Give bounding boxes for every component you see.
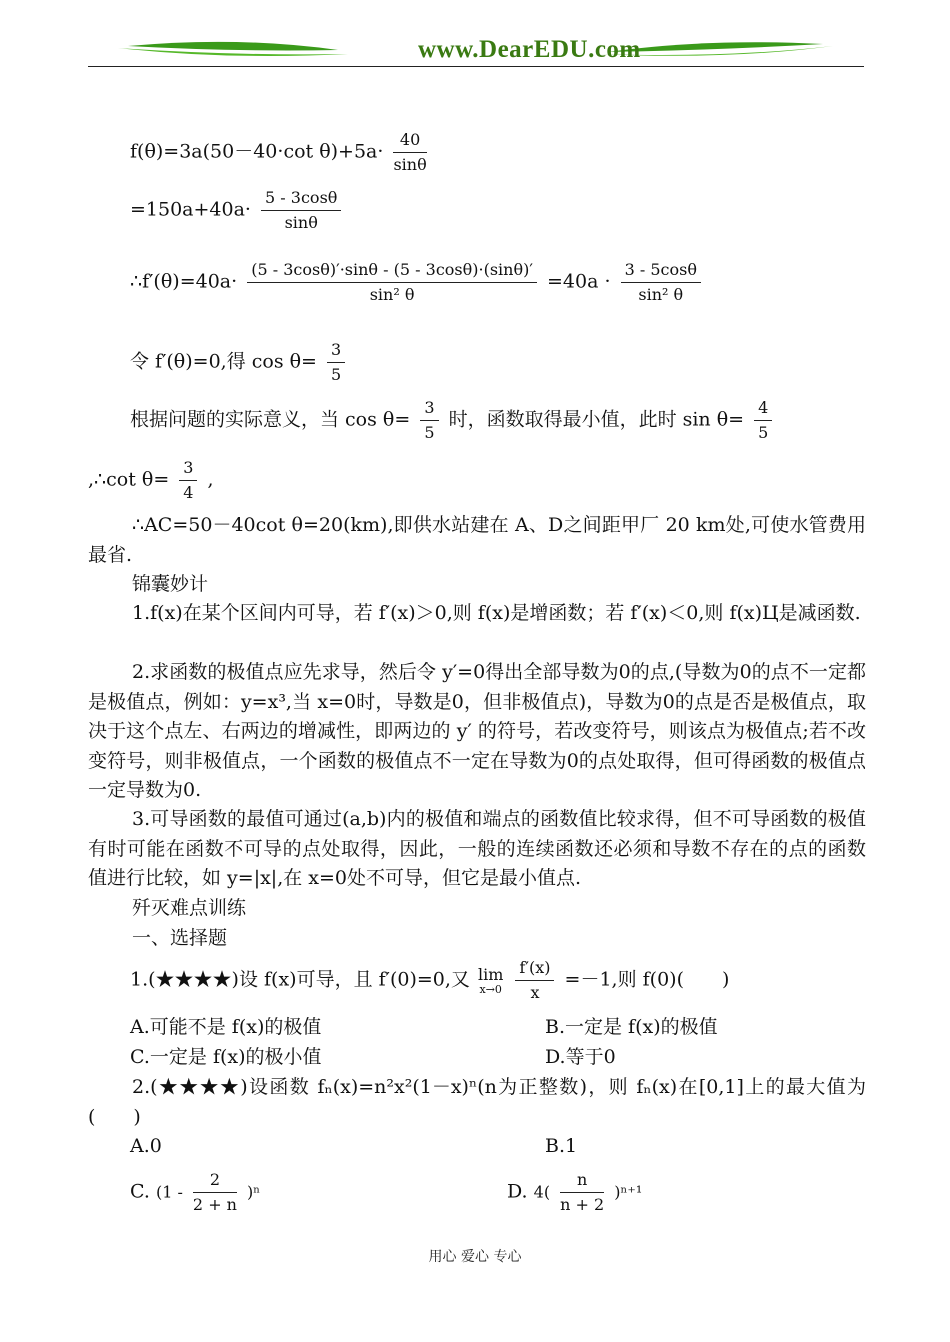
question-1-option-d: D.等于0 bbox=[545, 1046, 616, 1068]
denominator: 5 bbox=[758, 423, 769, 442]
equation-text: 令 f′(θ)=0,得 cos θ= bbox=[130, 350, 317, 373]
question-1-option-a: A.可能不是 f(x)的极值 bbox=[130, 1016, 322, 1038]
numerator: n bbox=[560, 1170, 604, 1193]
fraction bbox=[193, 1170, 237, 1215]
question-2-option-c bbox=[130, 1170, 260, 1215]
limit-label: lim bbox=[477, 964, 504, 984]
equation-text: 时，函数取得最小值，此时 sin θ= bbox=[448, 408, 745, 431]
equation-line-5 bbox=[130, 398, 776, 443]
header-divider bbox=[88, 66, 864, 67]
question-text: 1.(★★★★)设 f(x)可导，且 f′(0)=0,又 bbox=[130, 968, 470, 991]
denominator: sin² θ bbox=[369, 285, 415, 304]
equation-text: ∴f′(θ)=40a· bbox=[130, 270, 238, 293]
question-text: =－1,则 f(0)( ) bbox=[564, 968, 730, 991]
option-label: D. bbox=[507, 1180, 528, 1203]
numerator: 40 bbox=[393, 130, 426, 153]
equation-line-4 bbox=[130, 340, 349, 385]
fraction bbox=[393, 130, 426, 175]
question-2-stem: 2.(★★★★)设函数 fₙ(x)=n²x²(1－x)ⁿ(n为正整数)，则 fₙ(x)在[0,1]上的最大值为( ) bbox=[88, 1076, 866, 1128]
equation-text: , bbox=[207, 468, 214, 491]
numerator: 3 bbox=[327, 340, 345, 363]
fraction bbox=[420, 398, 438, 443]
section-heading-training: 歼灭难点训练 bbox=[132, 897, 247, 919]
expression-text: )ⁿ⁺¹ bbox=[614, 1182, 643, 1202]
denominator: 5 bbox=[424, 423, 435, 442]
question-2-option-d bbox=[507, 1170, 642, 1215]
denominator: 5 bbox=[331, 365, 342, 384]
expression-text: 4( bbox=[533, 1182, 551, 1202]
equation-text: f(θ)=3a(50－40·cot θ)+5a· bbox=[130, 140, 384, 163]
denominator: sinθ bbox=[284, 213, 318, 232]
equation-text: ,∴cot θ= bbox=[88, 468, 170, 491]
page-footer: 用心 爱心 专心 bbox=[428, 1249, 522, 1265]
numerator: 3 - 5cosθ bbox=[621, 260, 701, 283]
equation-text: 根据问题的实际意义，当 cos θ= bbox=[130, 408, 411, 431]
question-1-stem bbox=[130, 958, 729, 1003]
paragraph-conclusion: ∴AC=50－40cot θ=20(km),即供水站建在 A、D之间距甲厂 20 km处,可使水管费用最省. bbox=[88, 514, 866, 566]
fraction bbox=[560, 1170, 604, 1215]
option-label: C. bbox=[130, 1180, 150, 1203]
denominator: 4 bbox=[183, 483, 194, 502]
expression-text: (1 - bbox=[155, 1182, 183, 1202]
section-heading-tips: 锦囊妙计 bbox=[132, 573, 209, 595]
question-2-option-a: A.0 bbox=[130, 1135, 162, 1157]
denominator: x bbox=[530, 983, 540, 1002]
numerator: (5 - 3cosθ)′·sinθ - (5 - 3cosθ)·(sinθ)′ bbox=[247, 260, 537, 283]
numerator: 3 bbox=[420, 398, 438, 421]
question-1-option-b: B.一定是 f(x)的极值 bbox=[545, 1016, 718, 1038]
denominator: sin² θ bbox=[638, 285, 684, 304]
numerator: f′(x) bbox=[515, 958, 554, 981]
fraction bbox=[515, 958, 554, 1003]
limit-expression bbox=[478, 966, 503, 996]
numerator: 2 bbox=[193, 1170, 237, 1193]
equation-line-3 bbox=[130, 260, 705, 305]
paragraph-tip-1: 1.f(x)在某个区间内可导，若 f′(x)＞0,则 f(x)是增函数；若 f′(x)＜0,则 f(x)Ц是减函数. bbox=[132, 602, 861, 624]
numerator: 3 bbox=[179, 458, 197, 481]
fraction bbox=[179, 458, 197, 503]
denominator: n + 2 bbox=[560, 1195, 605, 1214]
site-title[interactable]: www.DearEDU.com bbox=[418, 36, 641, 63]
section-heading-choice: 一、选择题 bbox=[132, 927, 228, 949]
equation-text: =40a · bbox=[547, 270, 611, 293]
fraction bbox=[754, 398, 772, 443]
question-2-option-b: B.1 bbox=[545, 1135, 578, 1157]
fraction bbox=[261, 188, 341, 233]
denominator: sinθ bbox=[393, 155, 427, 174]
site-header bbox=[88, 30, 864, 70]
paragraph-tip-2: 2.求函数的极值点应先求导，然后令 y′=0得出全部导数为0的点,(导数为0的点不一定都是极值点，例如：y=x³,当 x=0时，导数是0，但非极值点)，导数为0的点是否是极值点，取决于这个点左、右两边的增减性，即两边的 y′ 的符号，若改变符号，则该点为极值点;若不改变符号，则非极值点，一个函数的极值点不一定在导数为0的点处取得，但可得函数的极值点一定导数为0. bbox=[88, 661, 866, 801]
fraction bbox=[247, 260, 537, 305]
equation-line-6 bbox=[88, 458, 214, 503]
numerator: 5 - 3cosθ bbox=[261, 188, 341, 211]
question-1-option-c: C.一定是 f(x)的极小值 bbox=[130, 1046, 322, 1068]
numerator: 4 bbox=[754, 398, 772, 421]
fraction bbox=[327, 340, 345, 385]
limit-subscript: x→0 bbox=[479, 982, 502, 996]
equation-text: =150a+40a· bbox=[130, 198, 251, 221]
denominator: 2 + n bbox=[192, 1195, 237, 1214]
equation-line-1 bbox=[130, 130, 431, 175]
paragraph-tip-3: 3.可导函数的最值可通过(a,b)内的极值和端点的函数值比较求得，但不可导函数的极值有时可能在函数不可导的点处取得，因此，一般的连续函数还必须和导数不存在的点的函数值进行比较，如 y=|x|,在 x=0处不可导，但它是最小值点. bbox=[88, 808, 866, 889]
equation-line-2 bbox=[130, 188, 345, 233]
fraction bbox=[621, 260, 701, 305]
expression-text: )ⁿ bbox=[247, 1182, 261, 1202]
